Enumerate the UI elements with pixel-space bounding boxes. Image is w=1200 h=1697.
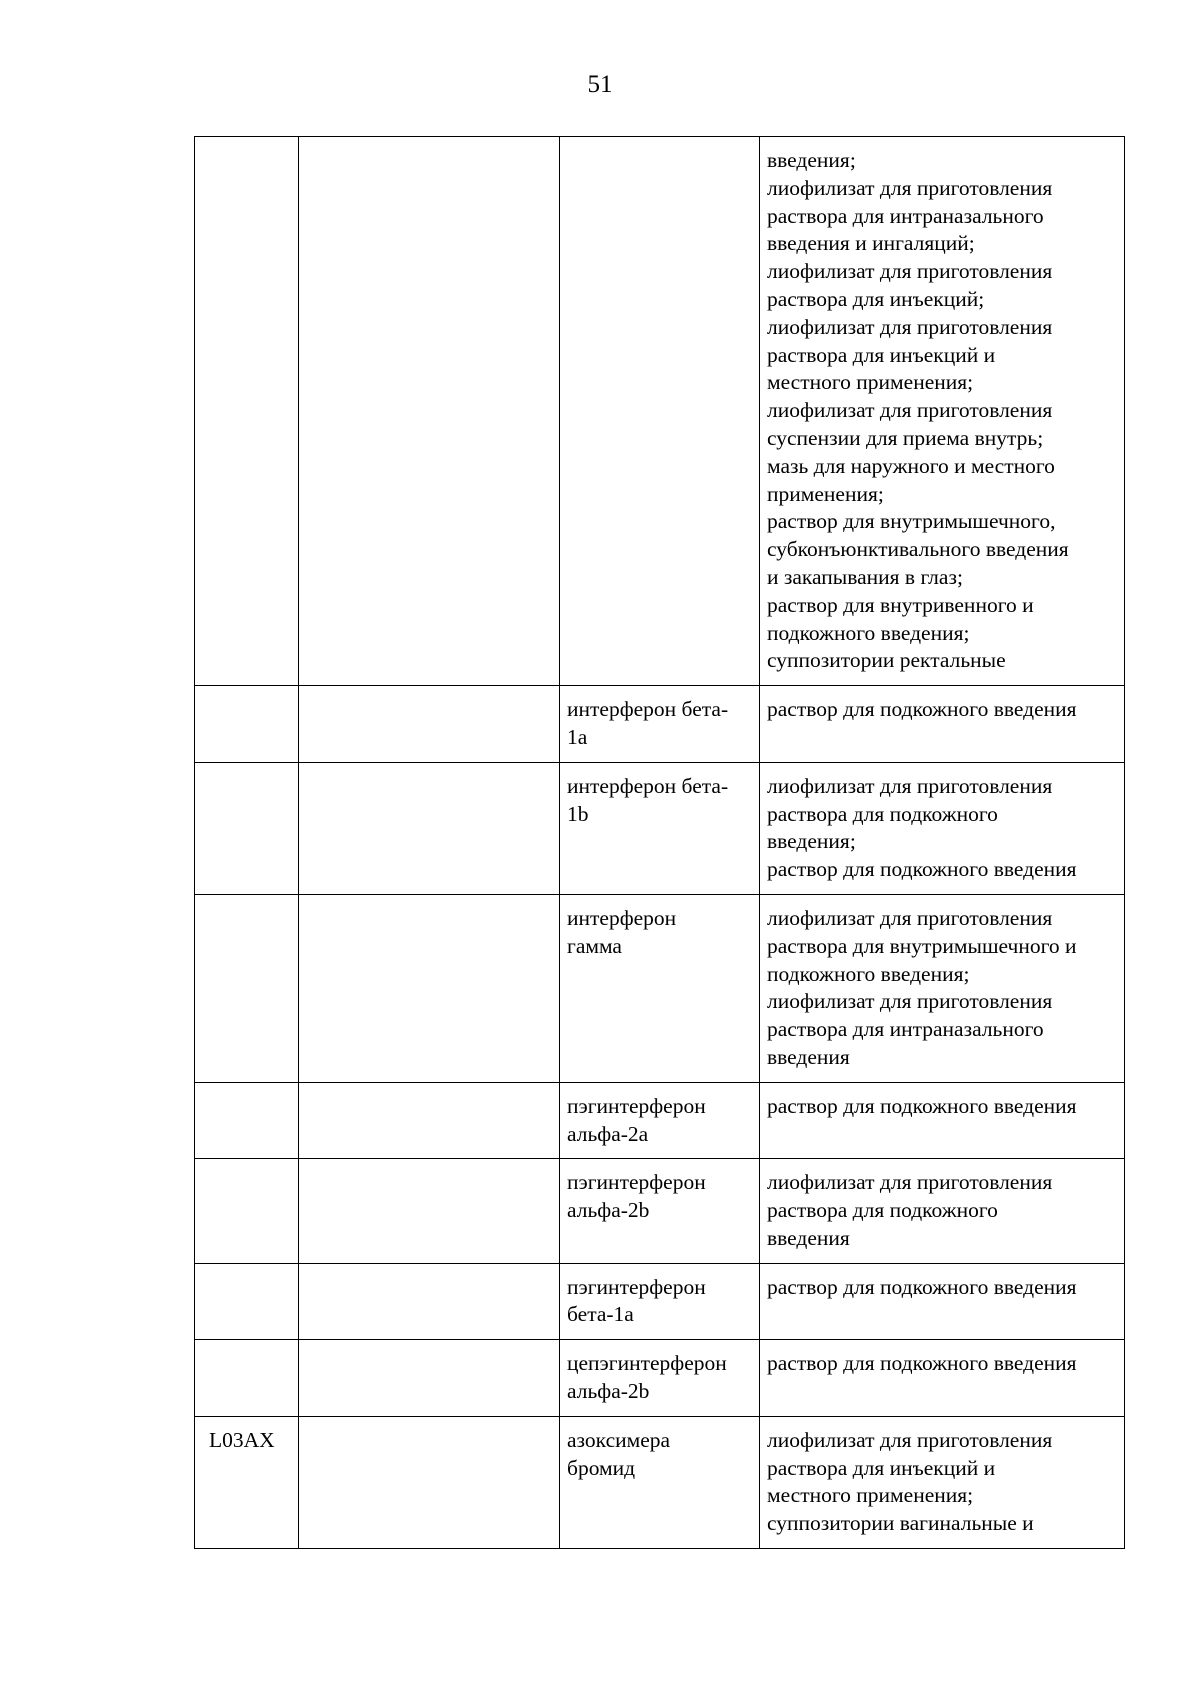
- dosage-form-line: местного применения;: [767, 1483, 974, 1508]
- dosage-form-line: раствора для интраназального: [767, 1017, 1044, 1042]
- drug-name-line: пэгинтерферон: [567, 1274, 706, 1299]
- atc-code: [202, 1351, 209, 1375]
- dosage-form-cell: [760, 1416, 1125, 1548]
- dosage-form-cell: [760, 686, 1125, 763]
- group-cell: [299, 1340, 560, 1417]
- dosage-form-line: лиофилизат для приготовления: [767, 259, 1053, 284]
- drug-name-cell: [560, 1263, 760, 1340]
- table-row: [195, 1263, 1125, 1340]
- dosage-form-line: лиофилизат для приготовления: [767, 905, 1053, 930]
- dosage-form-line: раствор для подкожного введения: [767, 1274, 1077, 1299]
- drug-name-cell: [560, 762, 760, 894]
- table-row: [195, 1416, 1125, 1548]
- atc-code: [202, 774, 209, 798]
- drug-table: [194, 136, 1125, 1549]
- dosage-form-cell: [760, 1082, 1125, 1159]
- drug-name-line: пэгинтерферон: [567, 1093, 706, 1118]
- atc-code: L03AX: [209, 1427, 275, 1452]
- dosage-form-line: лиофилизат для приготовления: [767, 314, 1053, 339]
- group-cell: [299, 1082, 560, 1159]
- drug-name-cell: [560, 1416, 760, 1548]
- drug-name-cell: [560, 1159, 760, 1263]
- dosage-form-line: введения;: [767, 829, 856, 854]
- atc-code: [202, 697, 209, 721]
- drug-name-line: цепэгинтерферон: [567, 1351, 727, 1376]
- group-cell: [299, 1263, 560, 1340]
- group-cell: [299, 1416, 560, 1548]
- dosage-form-line: раствора для инъекций и: [767, 342, 996, 367]
- atc-code-cell: [195, 894, 299, 1082]
- atc-code: [202, 1170, 209, 1194]
- drug-name-line: альфа-2b: [567, 1198, 650, 1223]
- drug-name-cell: [560, 137, 760, 686]
- dosage-form-line: суппозитории ректальные: [767, 648, 1006, 673]
- atc-code-cell: [195, 137, 299, 686]
- dosage-form-line: раствор для внутривенного и: [767, 592, 1034, 617]
- table-row: [195, 1082, 1125, 1159]
- dosage-form-line: введения;: [767, 148, 856, 172]
- dosage-form-line: суппозитории вагинальные и: [767, 1511, 1034, 1536]
- dosage-form-line: раствор для подкожного введения: [767, 697, 1077, 722]
- dosage-form-line: раствора для инъекций;: [767, 286, 985, 311]
- drug-name-line: 1b: [567, 801, 589, 826]
- group-cell: [299, 894, 560, 1082]
- table-row: [195, 894, 1125, 1082]
- drug-name-line: бромид: [567, 1455, 636, 1480]
- dosage-form-cell: [760, 894, 1125, 1082]
- dosage-form-cell: [760, 1263, 1125, 1340]
- table-row: [195, 137, 1125, 686]
- table-row: [195, 1340, 1125, 1417]
- drug-name-line: интерферон: [567, 905, 677, 930]
- dosage-form-line: раствора для подкожного: [767, 801, 998, 826]
- atc-code-cell: [195, 1340, 299, 1417]
- dosage-form-line: применения;: [767, 481, 884, 506]
- drug-name-line: гамма: [567, 933, 622, 958]
- drug-name-cell: [560, 894, 760, 1082]
- atc-code-cell: [195, 762, 299, 894]
- dosage-form-line: субконъюнктивального введения: [767, 537, 1069, 562]
- dosage-form-line: лиофилизат для приготовления: [767, 1170, 1053, 1195]
- dosage-form-cell: [760, 1340, 1125, 1417]
- drug-name-line: интерферон бета-: [567, 697, 729, 722]
- dosage-form-line: введения: [767, 1044, 850, 1069]
- table-row: [195, 1159, 1125, 1263]
- dosage-form-line: лиофилизат для приготовления: [767, 398, 1053, 423]
- atc-code-cell: [195, 686, 299, 763]
- dosage-form-line: мазь для наружного и местного: [767, 453, 1055, 478]
- drug-name-line: 1a: [567, 724, 588, 749]
- atc-code-cell: [195, 1082, 299, 1159]
- drug-name-cell: [560, 1340, 760, 1417]
- dosage-form-line: раствора для подкожного: [767, 1198, 998, 1223]
- dosage-form-line: лиофилизат для приготовления: [767, 773, 1053, 798]
- dosage-form-cell: [760, 1159, 1125, 1263]
- drug-name-line: пэгинтерферон: [567, 1170, 706, 1195]
- dosage-form-line: лиофилизат для приготовления: [767, 989, 1053, 1014]
- group-cell: [299, 762, 560, 894]
- dosage-form-cell: [760, 137, 1125, 686]
- dosage-form-line: раствор для подкожного введения: [767, 857, 1077, 882]
- table-body: [195, 137, 1125, 1549]
- dosage-form-line: введения: [767, 1225, 850, 1250]
- dosage-form-line: раствора для инъекций и: [767, 1455, 996, 1480]
- atc-code-cell: [195, 1263, 299, 1340]
- table-row: [195, 686, 1125, 763]
- dosage-form-line: раствор для подкожного введения: [767, 1351, 1077, 1376]
- drug-name-cell: [560, 686, 760, 763]
- dosage-form-line: введения и ингаляций;: [767, 231, 975, 256]
- group-cell: [299, 137, 560, 686]
- page-number: 51: [587, 71, 613, 98]
- drug-name-line: альфа-2b: [567, 1379, 650, 1404]
- drug-name-cell: [560, 1082, 760, 1159]
- drug-name-line: интерферон бета-: [567, 773, 729, 798]
- drug-name-line: азоксимера: [567, 1427, 671, 1452]
- dosage-form-line: и закапывания в глаз;: [767, 564, 963, 589]
- dosage-form-line: раствор для подкожного введения: [767, 1093, 1077, 1118]
- atc-code: [202, 1275, 209, 1299]
- dosage-form-line: подкожного введения;: [767, 620, 970, 645]
- atc-code-cell: [195, 1159, 299, 1263]
- dosage-form-line: суспензии для приема внутрь;: [767, 425, 1044, 450]
- group-cell: [299, 686, 560, 763]
- dosage-form-line: раствора для интраназального: [767, 203, 1044, 228]
- table-row: [195, 762, 1125, 894]
- drug-name-line: бета-1a: [567, 1302, 634, 1327]
- atc-code-cell: [195, 1416, 299, 1548]
- dosage-form-line: местного применения;: [767, 370, 974, 395]
- dosage-form-line: лиофилизат для приготовления: [767, 1427, 1053, 1452]
- dosage-form-line: раствор для внутримышечного,: [767, 509, 1056, 534]
- dosage-form-line: лиофилизат для приготовления: [767, 175, 1053, 200]
- dosage-form-cell: [760, 762, 1125, 894]
- atc-code: [202, 148, 209, 172]
- dosage-form-line: раствора для внутримышечного и: [767, 933, 1077, 958]
- drug-name-line: альфа-2a: [567, 1121, 649, 1146]
- atc-code: [202, 906, 209, 930]
- atc-code: [202, 1094, 209, 1118]
- dosage-form-line: подкожного введения;: [767, 961, 970, 986]
- group-cell: [299, 1159, 560, 1263]
